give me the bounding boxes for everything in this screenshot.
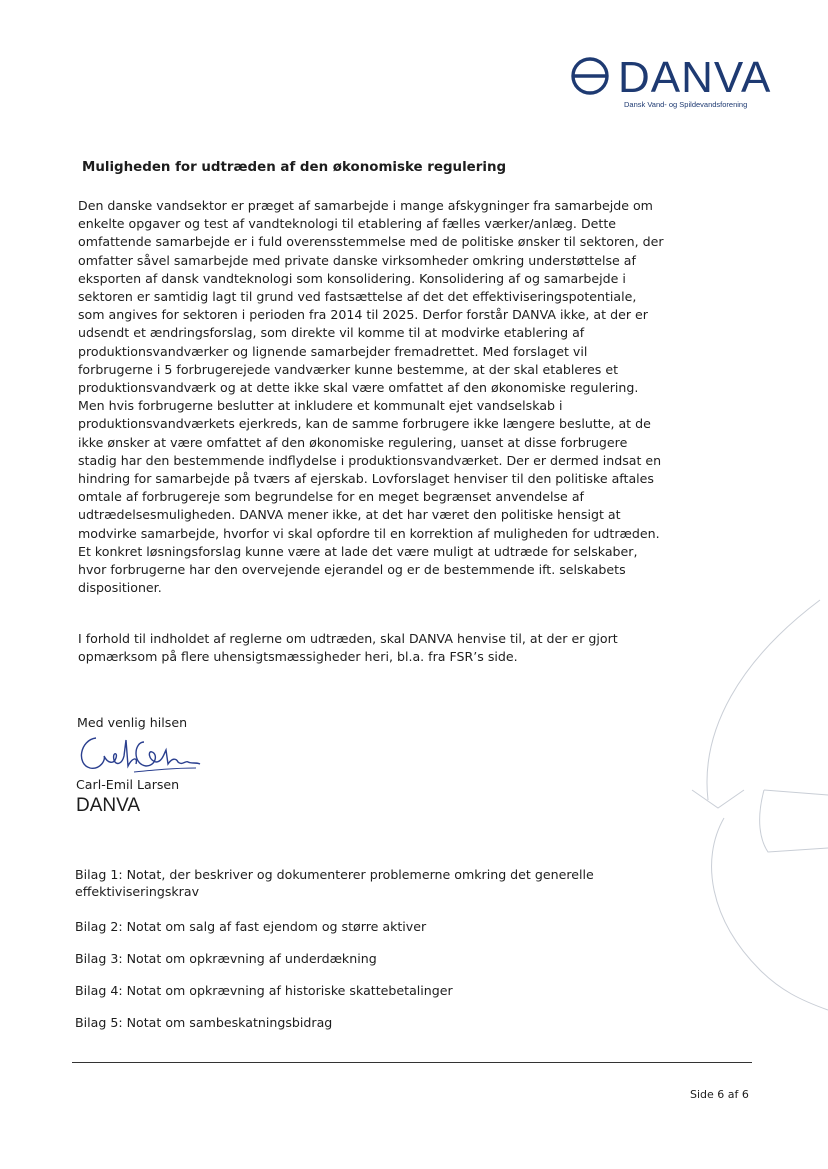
handwritten-signature <box>74 728 204 776</box>
attachment-item: Bilag 4: Notat om opkrævning af historiske skattebetalinger <box>75 983 453 998</box>
logo-tagline: Dansk Vand- og Spildevandsforening <box>624 100 748 109</box>
body-paragraph-1: Den danske vandsektor er præget af samarbejde i mange afskygninger fra samarbejde om enkelte opgaver og test af vandteknologi til etablering af fælles værker/anlæg. Dette omfattende samarbejde er i fuld overensstemmelse med de politiske ønsker til sektoren, der omfatter såvel samarbejde med private danske virksomheder omkring understøttelse af eksporten af dansk vandteknologi som konsolidering. Konsolidering af og samarbejde i sektoren er samtidig lagt til grund ved fastsættelse af det det effektiviseringspotentiale, som angives for sektoren i perioden fra 2014 til 2025. Derfor forstår DANVA ikke, at der er udsendt et ændringsforslag, som direkte vil komme til at modvirke etablering af produktionsvandværker og lignende samarbejder fremadrettet. Med forslaget vil forbrugerne i 5 forbrugerejede vandværker kunne bestemme, at der skal etableres et produktionsvandværk og at dette ikke skal være omfattet af den økonomiske regulering. Men hvis forbrugerne beslutter at inkludere et kommunalt ejet vandselskab i produktionsvandværkets ejerkreds, kan de samme forbrugere ikke længere beslutte, at de ikke ønsker at være omfattet af den økonomiske regulering, uanset at disse forbrugere stadig har den bestemmende indflydelse i produktionsvandværket. Der er dermed indsat en hindring for samarbejde på tværs af ejerskab. Lovforslaget henviser til den politiske aftales omtale af forbrugereje som begrundelse for en meget begrænset anvendelse af udtrædelsesmuligheden. DANVA mener ikke, at det har været den politiske hensigt at modvirke samarbejde, hvorfor vi skal opfordre til en korrektion af muligheden for udtræden. Et konkret løsningsforslag kunne være at lade det være muligt at udtræde for selskaber, hvor forbrugerne har den overvejende ejerandel og er de bestemmende ift. selskabets dispositioner. <box>78 198 664 596</box>
danva-logo <box>570 52 770 112</box>
footer-divider <box>72 1062 752 1063</box>
attachments-list <box>75 866 665 1046</box>
attachment-item: Bilag 1: Notat, der beskriver og dokumenterer problemerne omkring det generelle effektiviseringskrav <box>75 867 594 899</box>
signer-name: Carl-Emil Larsen <box>76 777 180 792</box>
section-heading: Muligheden for udtræden af den økonomiske regulering <box>82 160 507 175</box>
signer-organization: DANVA <box>76 795 141 816</box>
attachment-item: Bilag 2: Notat om salg af fast ejendom og større aktiver <box>75 919 427 934</box>
background-watermark <box>680 590 828 1050</box>
body-paragraph-2: I forhold til indholdet af reglerne om udtræden, skal DANVA henvise til, at der er gjort opmærksom på flere uhensigtsmæssigheder heri, bl.a. fra FSR’s side. <box>78 631 618 665</box>
attachment-item: Bilag 3: Notat om opkrævning af underdækning <box>75 951 377 966</box>
closing-greeting: Med venlig hilsen <box>77 715 188 730</box>
attachment-item: Bilag 5: Notat om sambeskatningsbidrag <box>75 1015 333 1030</box>
logo-wordmark: DANVA <box>618 53 772 102</box>
danva-logo-icon <box>570 56 610 96</box>
page-number: Side 6 af 6 <box>690 1088 749 1101</box>
